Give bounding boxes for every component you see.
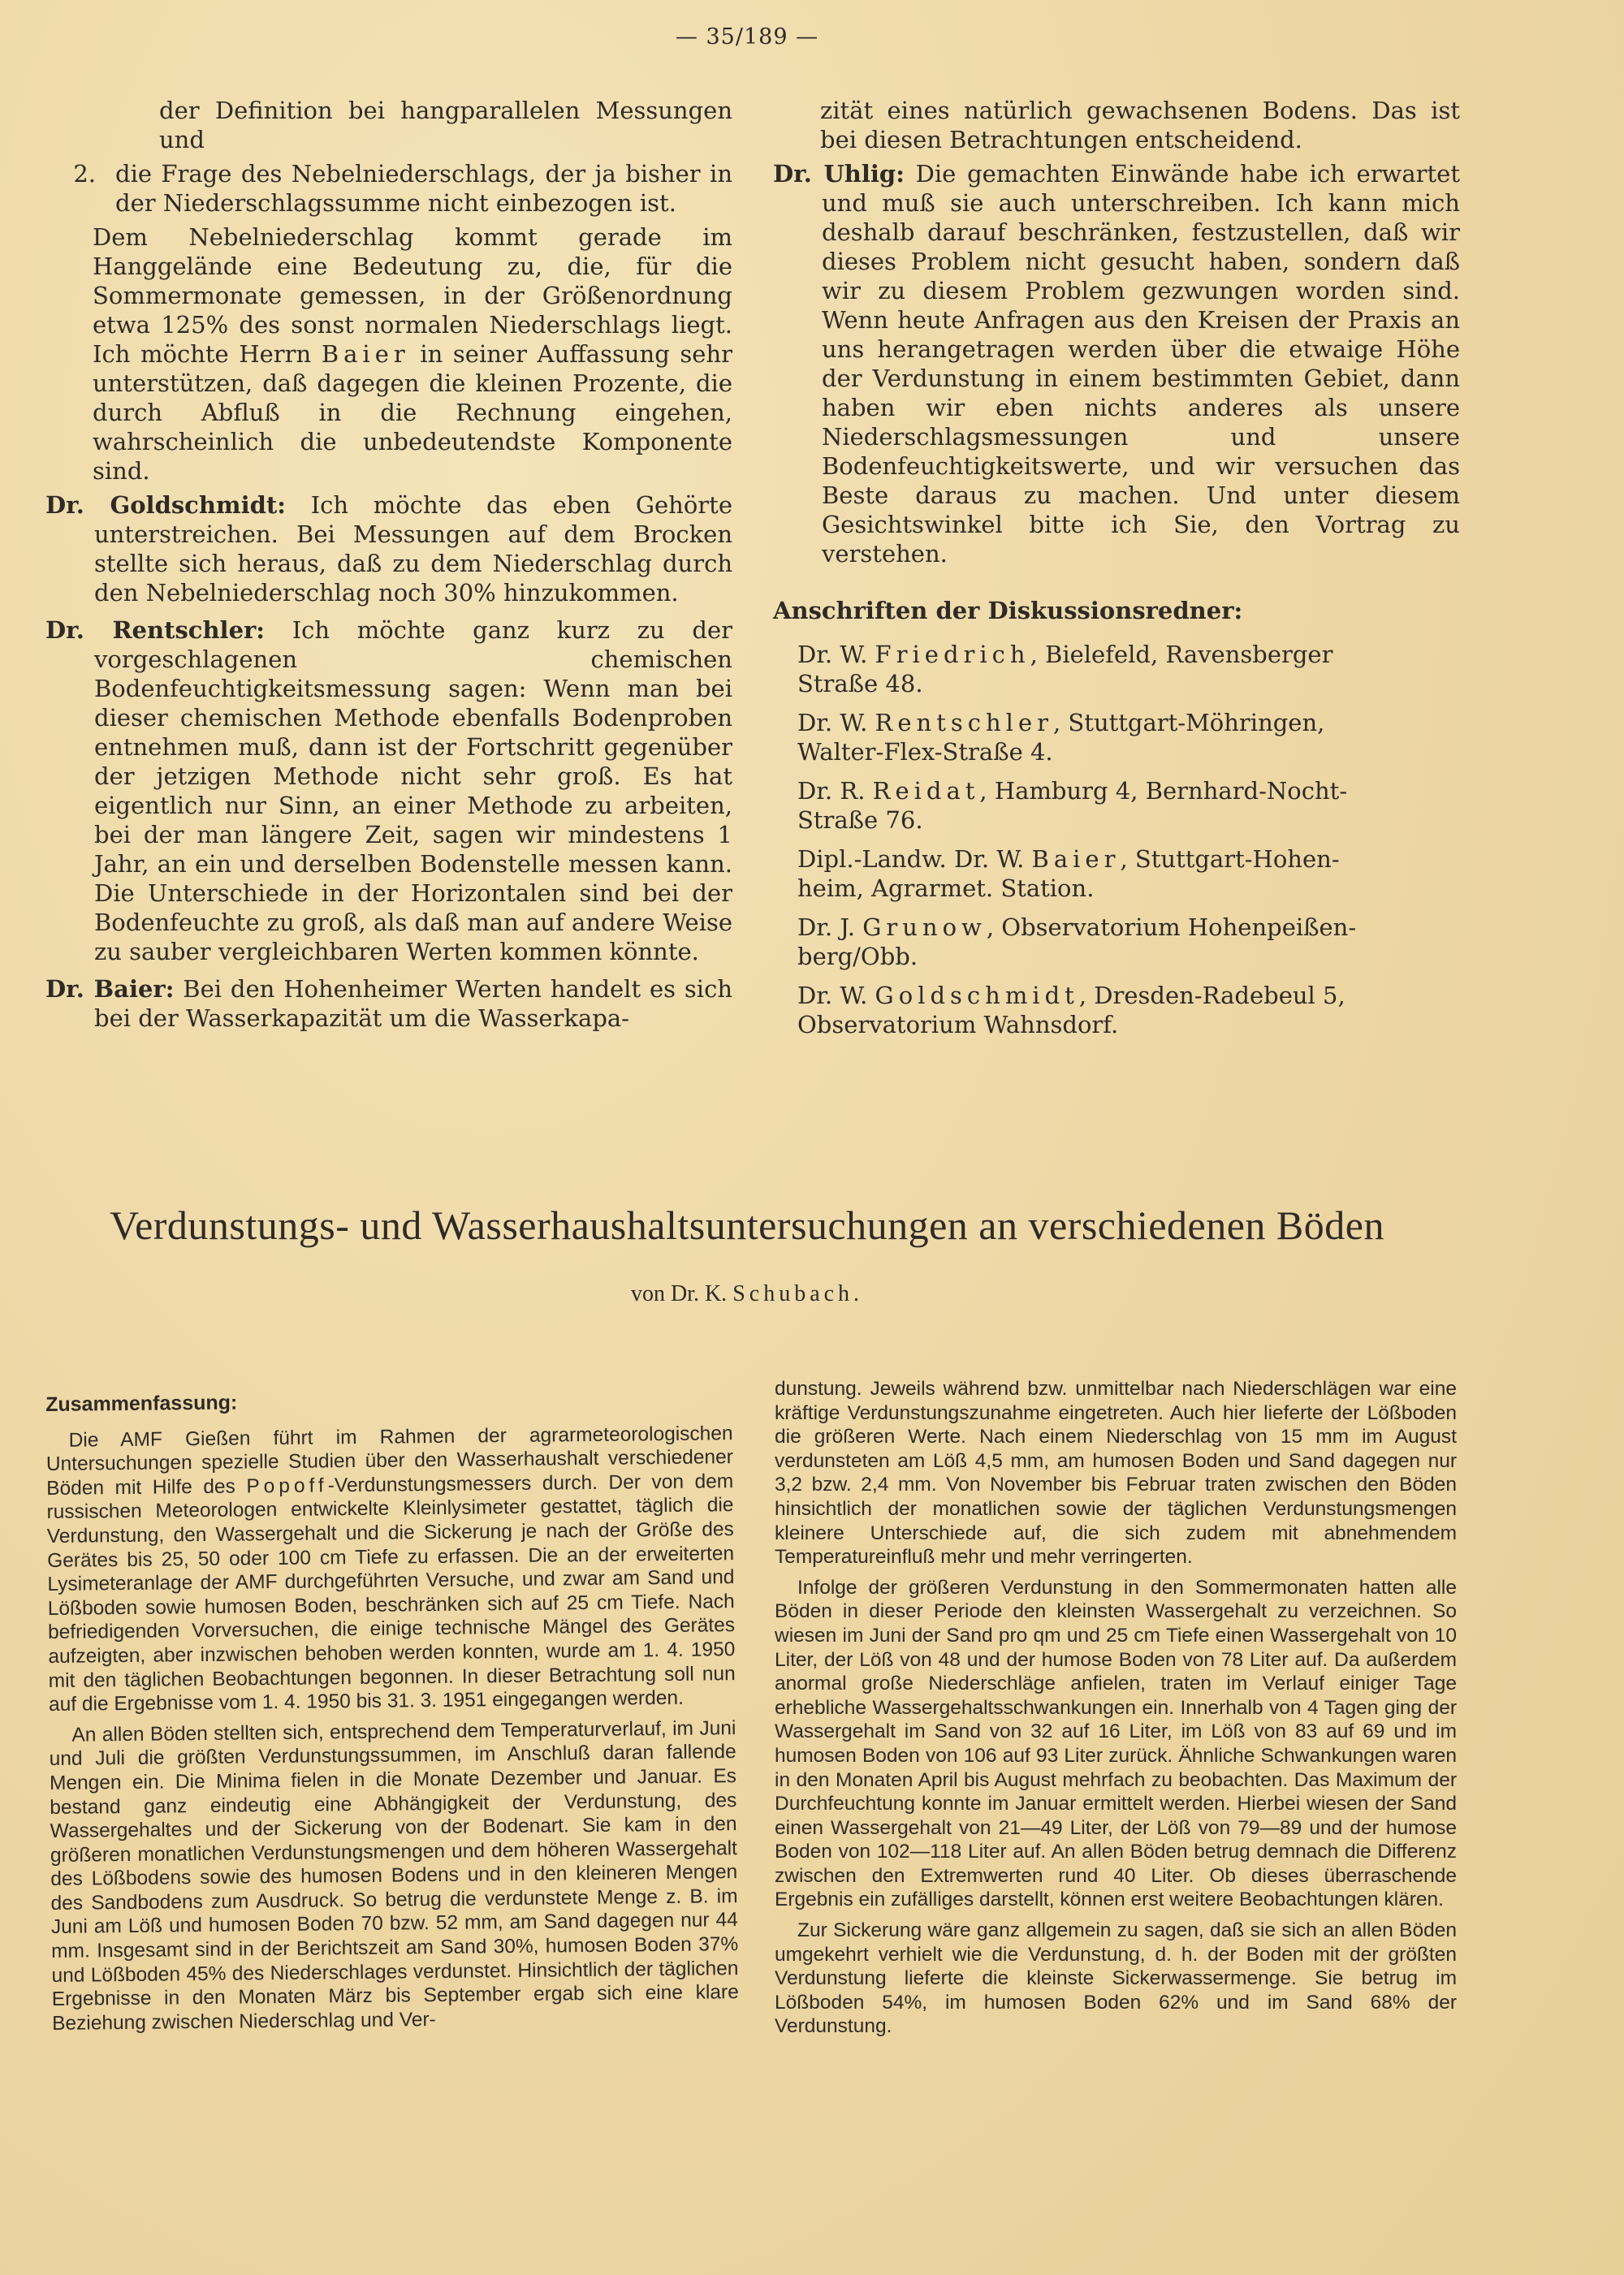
speaker-label: Dr. Uhlig:: [773, 160, 905, 188]
address-entry: Dipl.-Landw. Dr. W. Baier, Stuttgart-Hohen- heim, Agrarmet. Station.: [797, 845, 1340, 902]
speech-text: Bei den Hohenheimer Werten handelt es sich bei der Wasserkapazität um die Wasserkapa-: [94, 975, 732, 1032]
article-paragraph: Zur Sickerung wäre ganz allgemein zu sagen, daß sie sich an allen Böden umgekehrt verhielt wie die Verdunstung, d. h. der Boden mit der größten Verdunstung lieferte die kleinste Sickerwassermenge. Sie betrug im Lößboden 54%, im humosen Boden 62% und im Sand 68% der Verdunstung.: [775, 1919, 1457, 2038]
addresses-list: [773, 640, 1460, 1039]
article-paragraph: Die AMF Gießen führt im Rahmen der agrarmeteorologischen Untersuchungen spezielle Studien über den Wasserhaushalt verschiedener Böden mit Hilfe des Popoff-Verdunstungsmessers durch. Der von dem russischen Meteorologen entwickelte Kleinlysimeter gestattet, täglich die Verdunstung, den Wassergehalt und die Sickerung je nach der Größe des Gerätes bis 25, 50 oder 100 cm Tiefe zu erfassen. Die an der erweiterten Lysimeteranlage der AMF durchgeführten Versuche, und zwar am Sand und Lößboden sowie humosen Boden, beschränken sich auf 25 cm Tiefe. Nach befriedigenden Vorversuchen, die einige technische Mängel des Gerätes aufzeigten, aber inzwischen behoben werden konnten, wurde am 1. 4. 1950 mit den täglichen Beobachtungen begonnen. In dieser Betrachtung soll nun auf die Ergebnisse vom 1. 4. 1950 bis 31. 3. 1951 eingegangen werden.: [45, 1422, 736, 1716]
list-item-2: [45, 159, 732, 218]
list-number: 2.: [73, 160, 96, 188]
addresses-heading: Anschriften der Diskussionsredner:: [773, 597, 1243, 624]
speech-text: Ich möchte ganz kurz zu der vorgeschlagenen chemischen Bodenfeuchtigkeitsmessung sagen: Wenn man bei dieser chemischen Methode ebenfalls Bodenproben entnehmen muß, dann ist der Fortschritt gegenüber der jetzigen Methode nicht sehr groß. Es hat eigentlich nur Sinn, an einer Methode zu arbeiten, bei der man längere Zeit, sagen wir mindestens 1 Jahr, an ein und derselben Bodenstelle messen kann. Die Unterschiede in der Horizontalen sind bei der Bodenfeuchte zu groß, als daß man auf andere Weise zu sauber vergleichbaren Werten kommen könnte.: [94, 616, 732, 965]
speech-text: Ich möchte das eben Gehörte unterstreichen. Bei Messungen auf dem Brocken stellte sich heraus, daß zu dem Niederschlag durch den Nebelniederschlag noch 30% hinzukommen.: [94, 491, 732, 607]
list-item-continuation: der Definition bei hangparallelen Messungen und: [159, 97, 732, 153]
article-left-column: [45, 1386, 739, 2042]
speech-uhlig: [773, 159, 1460, 568]
speech-goldschmidt: [45, 490, 732, 607]
address-entry: Dr. W. Rentschler, Stuttgart-Möhringen, Walter-Flex-Straße 4.: [797, 709, 1325, 766]
article-paragraph: dunstung. Jeweils während bzw. unmittelbar nach Niederschlägen war eine kräftige Verdunstungszunahme eingetreten. Auch hier lieferte der Lößboden die größeren Werte. Nach einem Niederschlag von 15 mm im August verdunsteten am Löß 4,5 mm, am humosen Boden und Sand dagegen nur 3,2 bzw. 2,4 mm. Von November bis Februar traten zwischen den Böden hinsichtlich der monatlichen sowie der täglichen Verdunstungsmengen kleinere Unterschiede auf, die sich zudem mit abnehmendem Temperatureinfluß mehr und mehr verringerten.: [775, 1378, 1457, 1569]
summary-heading: Zusammenfassung:: [45, 1391, 238, 1416]
author-prefix: von Dr. K.: [630, 1281, 733, 1306]
continued-paragraph: zität eines natürlich gewachsenen Bodens. Das ist bei diesen Betrachtungen entscheidend.: [820, 97, 1460, 153]
person-name: Baier: [321, 340, 410, 368]
text-run: in seiner Auffassung sehr unterstützen, daß dagegen die kleinen Prozente, die durch Abfluß in die Rechnung eingehen, wahrscheinlich die unbedeutendste Komponente sind.: [93, 340, 732, 485]
address-entry: Dr. R. Reidat, Hamburg 4, Bernhard-Nocht- Straße 76.: [797, 777, 1348, 834]
discussion-right-column: [773, 96, 1460, 1049]
speech-rentschler: [45, 615, 732, 966]
text-run: Dem Nebelniederschlag kommt gerade im Hanggelände eine Bedeutung zu, die, für die Sommermonate gemessen, in der Größenordnung etwa 125% des sonst normalen Niederschlags liegt. Ich möchte Herrn: [93, 223, 732, 368]
address-entry: Dr. J. Grunow, Observatorium Hohenpeißen- berg/Obb.: [797, 913, 1357, 970]
list-text: die Frage des Nebelniederschlags, der ja bisher in der Niederschlagssumme nicht einbezogen ist.: [115, 160, 732, 217]
article-paragraph: Infolge der größeren Verdunstung in den Sommermonaten hatten alle Böden in dieser Periode den kleinsten Wassergehalt zu verzeichnen. So wiesen im Juni der Sand pro qm und 25 cm Tiefe einen Wassergehalt von 10 Liter, der Löß von 48 und der humose Boden von 78 Liter auf. Da außerdem anormal große Niederschläge anfielen, traten im Verlauf einiger Tage erhebliche Wassergehaltsschwankungen ein. Innerhalb von 4 Tagen ging der Wassergehalt im Sand von 32 auf 16 Liter, im Löß von 83 auf 69 und im humosen Boden von 106 auf 93 Liter zurück. Ähnliche Schwankungen waren in den Monaten April bis August mehrfach zu beobachten. Das Maximum der Durchfeuchtung konnte im Januar ermittelt werden. Hierbei wiesen der Sand einen Wassergehalt von 21—49 Liter, der Löß von 79—89 und der humose Boden von 102—118 Liter auf. An allen Böden betrug demnach die Differenz zwischen den Extremwerten rund 40 Liter. Ob dieses überraschende Ergebnis ein zufälliges darstellt, können erst weitere Beobachtungen klären.: [775, 1576, 1457, 1911]
article-title: Verdunstungs- und Wasserhaushaltsuntersuchungen an verschiedenen Böden: [110, 1202, 1384, 1248]
article-author: [0, 1281, 1494, 1307]
page-number: — 35/189 —: [675, 24, 819, 50]
article-right-column: [775, 1377, 1457, 2045]
discussion-left-column: [45, 96, 732, 1041]
speech-baier: [45, 974, 732, 1033]
address-entry: Dr. W. Goldschmidt, Dresden-Radebeul 5, Observatorium Wahnsdorf.: [797, 982, 1345, 1038]
discussion-paragraph: [45, 222, 732, 486]
speaker-label: Dr. Rentschler:: [45, 616, 266, 644]
speech-text: Die gemachten Einwände habe ich erwartet und muß sie auch unterschreiben. Ich kann mich deshalb darauf beschränken, festzustellen, daß wir dieses Problem nicht gesucht haben, sondern daß wir zu diesem Problem gezwungen worden sind. Wenn heute Anfragen aus den Kreisen der Praxis an uns herangetragen werden über die etwaige Höhe der Verdunstung in einem bestimmten Gebiet, dann haben wir eben nichts anderes als unsere Niederschlagsmessungen und unsere Bodenfeuchtigkeitswerte, und wir versuchen das Beste daraus zu machen. Und unter diesem Gesichtswinkel bitte ich Sie, den Vortrag zu verstehen.: [822, 160, 1460, 568]
author-name: Schubach.: [732, 1281, 864, 1306]
article-paragraph: An allen Böden stellten sich, entsprechend dem Temperaturverlauf, im Juni und Juli die größten Verdunstungssummen, im Anschluß daran fallende Mengen ein. Die Minima fielen in die Monate Dezember und Januar. Es bestand ganz eindeutig eine Abhängigkeit der Verdunstung, des Wassergehaltes und der Sickerung von der Bodenart. Sie kam in den größeren monatlichen Verdunstungsmengen und dem höheren Wassergehalt des Lößbodens sowie des humosen Bodens und in den kleineren Mengen des Sandbodens zum Ausdruck. So betrug die verdunstete Menge z. B. im Juni am Löß und humosen Boden 70 bzw. 52 mm, am Sand dagegen nur 44 mm. Insgesamt sind in der Berichtszeit am Sand 30%, humosen Boden 37% und Lößboden 45% des Niederschlages verdunstet. Hinsichtlich der täglichen Ergebnisse in den Monaten März bis September ergab sich eine klare Beziehung zwischen Niederschlag und Ver-: [49, 1716, 739, 2035]
address-entry: Dr. W. Friedrich, Bielefeld, Ravensberger Straße 48.: [797, 641, 1333, 697]
speaker-label: Dr. Baier:: [45, 975, 175, 1003]
speaker-label: Dr. Goldschmidt:: [45, 491, 287, 519]
